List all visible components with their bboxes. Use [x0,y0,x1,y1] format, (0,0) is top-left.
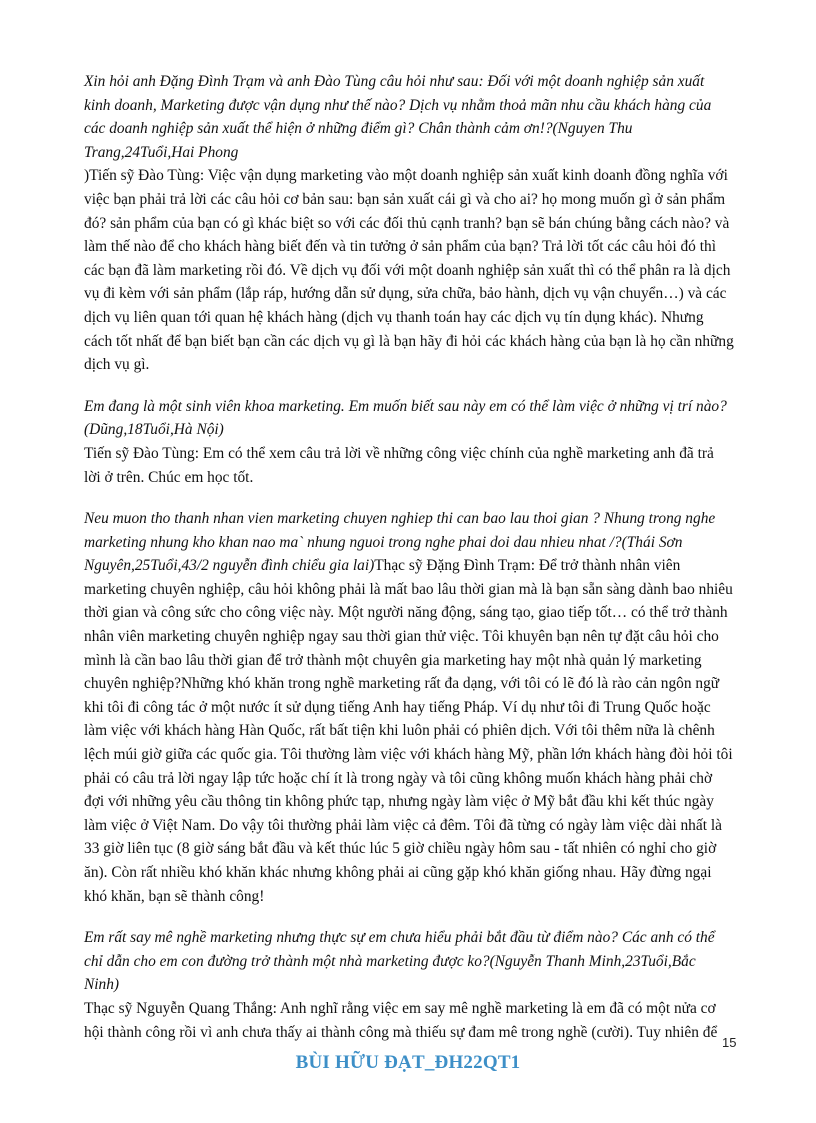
question-4: Em rất say mê nghề marketing nhưng thực sự em chưa hiểu phải bắt đầu từ điểm nào? Các anh có thể chỉ dẫn cho em con đường trở thành một nhà marketing được ko?(Nguyễn Thanh Minh,23Tuổi,Bắc Ninh) [84,929,715,994]
page-number: 15 [722,1035,737,1050]
answer-2: Tiến sỹ Đào Tùng: Em có thể xem câu trả lời về những công việc chính của nghề marketing anh đã trả lời ở trên. Chúc em học tốt. [84,444,714,486]
question-1: Xin hỏi anh Đặng Đình Trạm và anh Đào Tùng câu hỏi như sau: Đối với một doanh nghiệp sản xuất kinh doanh, Marketing được vận dụng như thế nào? Dịch vụ nhằm thoả mãn nhu cầu khách hàng của các doanh nghiệp sản xuất thể hiện ở những điểm gì? Chân thành cảm ơn!?(Nguyen Thu Trang,24Tuổi,Hai Phong [84,73,712,161]
question-2: Em đang là một sinh viên khoa marketing. Em muốn biết sau này em có thể làm việc ở những vị trí nào?(Dũng,18Tuổi,Hà Nội) [84,397,727,439]
answer-4: Thạc sỹ Nguyễn Quang Thắng: Anh nghĩ rằng việc em say mê nghề marketing là em đã có một nửa cơ hội thành công rồi vì anh chưa thấy ai thành công mà thiếu sự đam mê trong nghề (cười). Tuy nhiên để [84,999,718,1041]
document-body [84,70,734,1044]
answer-1: )Tiến sỹ Đào Tùng: Việc vận dụng marketing vào một doanh nghiệp sản xuất kinh doanh đồng nghĩa với việc bạn phải trả lời các câu hỏi cơ bản sau: bạn sản xuất cái gì và cho ai? họ mong muốn gì ở sản phẩm đó? sản phẩm của bạn có gì khác biệt so với các đối thủ cạnh tranh? bạn sẽ bán chúng bằng cách nào? và làm thế nào để cho khách hàng biết đến và tin tưởng ở sản phẩm của bạn? Trả lời tốt các câu hỏi đó thì các bạn đã làm marketing rồi đó. Về dịch vụ đối với một doanh nghiệp sản xuất thì có thể phân ra là dịch vụ đi kèm với sản phẩm (lắp ráp, hướng dẫn sử dụng, sửa chữa, bảo hành, dịch vụ vận chuyển…) và các dịch vụ liên quan tới quan hệ khách hàng (dịch vụ thanh toán hay các dịch vụ tín dụng khác). Nhưng cách tốt nhất để bạn biết bạn cần các dịch vụ gì là bạn hãy đi hỏi các khách hàng của bạn là họ cần những dịch vụ gì. [84,167,734,374]
answer-3: Thạc sỹ Đặng Đình Trạm: Để trở thành nhân viên marketing chuyên nghiệp, câu hỏi không phải là mất bao lâu thời gian mà là bạn sẵn sàng dành bao nhiêu thời gian và công sức cho công việc này. Một người năng động, sáng tạo, giao tiếp tốt… có thể trở thành nhân viên marketing chuyên nghiệp ngay sau thời gian thử việc. Tôi khuyên bạn nên tự đặt câu hỏi cho mình là cần bao lâu thời gian để trở thành một chuyên gia marketing hay một nhà quản lý marketing chuyên nghiệp?Những khó khăn trong nghề marketing rất đa dạng, với tôi có lẽ đó là rào cản ngôn ngữ khi tôi đi công tác ở một nước ít sử dụng tiếng Anh hay tiếng Pháp. Ví dụ như tôi đi Trung Quốc hoặc làm việc với khách hàng Hàn Quốc, rất bất tiện khi luôn phải có phiên dịch. Với tôi thêm nữa là chênh lệch múi giờ giữa các quốc gia. Tôi thường làm việc với khách hàng Mỹ, phần lớn khách hàng đòi hỏi tôi phải có câu trả lời ngay lập tức hoặc chí ít là trong ngày và tôi cũng không muốn khách hàng phải chờ đợi với những yêu cầu thông tin không phức tạp, nhưng ngày làm việc ở Mỹ bắt đầu khi kết thúc ngày làm việc ở Việt Nam. Do vậy tôi thường phải làm việc cả đêm. Tôi đã từng có ngày làm việc dài nhất là 33 giờ liên tục (8 giờ sáng bắt đầu và kết thúc lúc 5 giờ chiều ngày hôm sau - tất nhiên có nghỉ cho giờ ăn). Còn rất nhiều khó khăn khác nhưng không phải ai cũng gặp khó khăn giống nhau. Hãy đừng ngại khó khăn, bạn sẽ thành công! [84,557,733,905]
question-3: Neu muon tho thanh nhan vien marketing chuyen nghiep thi can bao lau thoi gian ? Nhung trong nghe marketing nhung kho khan nao ma` nhung nguoi trong nghe phai doi dau nhieu nhat /?(Thái Sơn Nguyên,25Tuổi,43/2 nguyễn đình chiểu gia lai) [84,510,716,575]
footer-author: BÙI HỮU ĐẠT_ĐH22QT1 [295,1052,521,1073]
question-answer-3 [84,507,734,908]
